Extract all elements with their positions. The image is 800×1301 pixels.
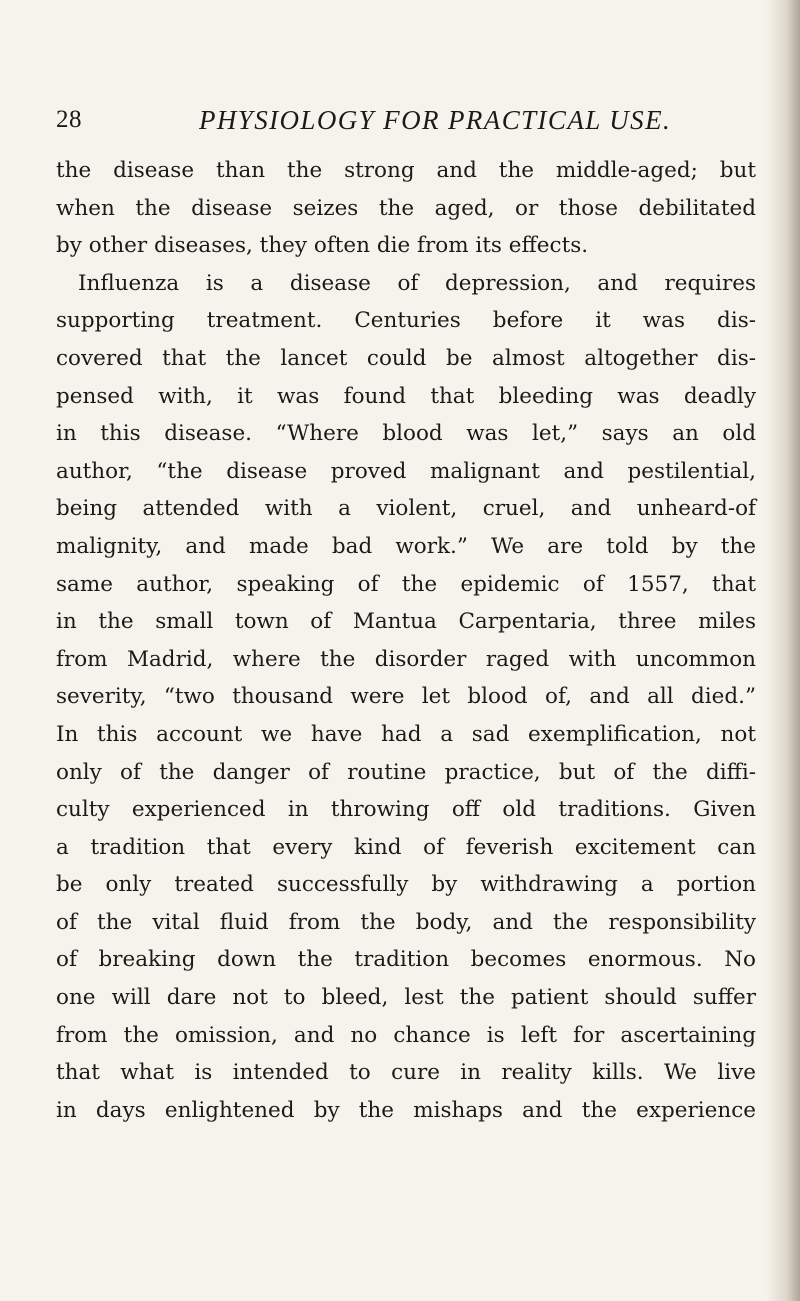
text-line: covered that the lancet could be almost altogether dis- bbox=[56, 345, 756, 371]
text-line: the disease than the strong and the middle-aged; but bbox=[56, 158, 756, 183]
text-line: pensed with, it was found that bleeding was deadly bbox=[56, 383, 756, 409]
text-line: from Madrid, where the disorder raged with uncommon bbox=[56, 646, 756, 672]
text-line: be only treated successfully by withdrawing a portion bbox=[56, 872, 756, 898]
text-line: of the vital fluid from the body, and the responsibility bbox=[56, 909, 756, 935]
text-line: author, “the disease proved malignant and pestilential, bbox=[56, 458, 756, 484]
text-line: being attended with a violent, cruel, and unheard-of bbox=[56, 496, 756, 522]
text-line: malignity, and made bad work.” We are told by the bbox=[56, 533, 756, 559]
text-line: that what is intended to cure in reality kills. We live bbox=[56, 1060, 756, 1086]
text-line: culty experienced in throwing off old traditions. Given bbox=[56, 797, 756, 823]
text-line: severity, “two thousand were let blood of, and all died.” bbox=[56, 684, 756, 710]
text-line: only of the danger of routine practice, but of the diffi- bbox=[56, 759, 756, 785]
text-line: in this disease. “Where blood was let,” says an old bbox=[56, 421, 756, 447]
text-line: by other diseases, they often die from its effects. bbox=[56, 233, 589, 259]
page-edge-shadow bbox=[766, 0, 800, 1301]
text-line: supporting treatment. Centuries before it was dis- bbox=[56, 308, 756, 334]
text-line: of breaking down the tradition becomes enormous. No bbox=[56, 947, 756, 973]
text-line: from the omission, and no chance is left for ascertaining bbox=[56, 1022, 756, 1048]
text-line: same author, speaking of the epidemic of 1557, that bbox=[56, 571, 756, 597]
text-line: in days enlightened by the mishaps and the experience bbox=[56, 1097, 756, 1123]
running-head-title: PHYSIOLOGY FOR PRACTICAL USE. bbox=[199, 105, 672, 135]
text-line: in the small town of Mantua Carpentaria, three miles bbox=[56, 609, 756, 635]
text-line: a tradition that every kind of feverish excitement can bbox=[56, 834, 756, 860]
text-line: In this account we have had a sad exemplification, not bbox=[56, 721, 756, 747]
body-text bbox=[56, 152, 756, 1129]
page-number: 28 bbox=[56, 106, 82, 133]
text-line: when the disease seizes the aged, or those debilitated bbox=[56, 195, 756, 221]
running-head bbox=[56, 102, 756, 142]
text-line: one will dare not to bleed, lest the patient should suffer bbox=[56, 985, 756, 1011]
text-line: Influenza is a disease of depression, and requires bbox=[78, 270, 756, 296]
